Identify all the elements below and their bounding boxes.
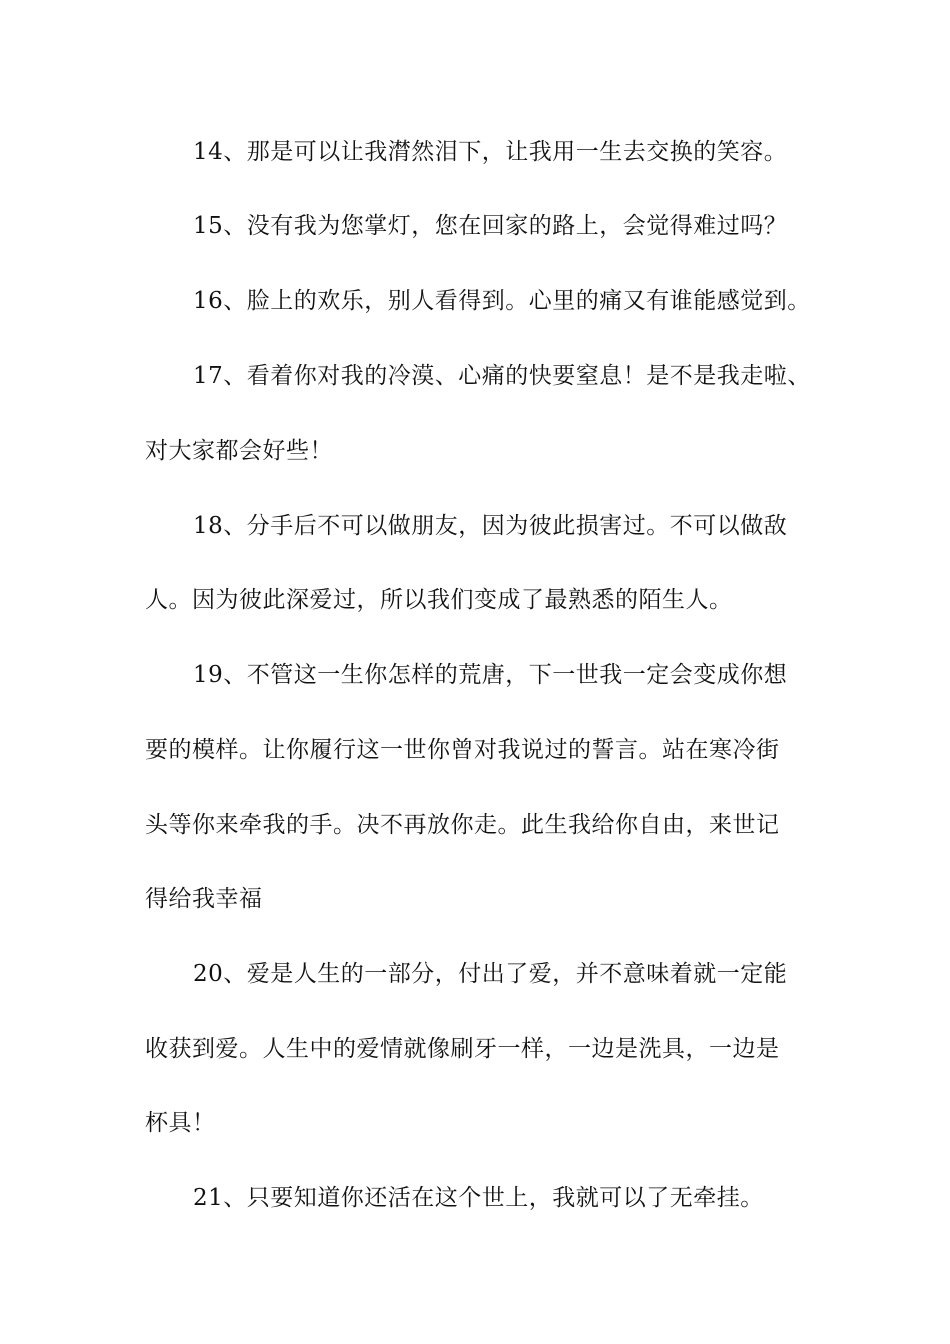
paragraph-21-line-1: 21、只要知道你还活在这个世上，我就可以了无牵挂。: [193, 1185, 764, 1211]
paragraph-17-line-2: 对大家都会好些！: [145, 438, 333, 464]
paragraph-19-line-1: 19、不管这一生你怎样的荒唐，下一世我一定会变成你想: [193, 662, 788, 688]
paragraph-15-line-1: 15、没有我为您掌灯，您在回家的路上，会觉得难过吗？: [193, 213, 788, 239]
paragraph-16-line-1: 16、脸上的欢乐，别人看得到。心里的痛又有谁能感觉到。: [193, 288, 811, 314]
paragraph-19-line-3: 头等你来牵我的手。决不再放你走。此生我给你自由，来世记: [145, 812, 780, 838]
paragraph-14-line-1: 14、那是可以让我潸然泪下，让我用一生去交换的笑容。: [193, 139, 788, 165]
paragraph-20-line-2: 收获到爱。人生中的爱情就像刷牙一样，一边是洗具，一边是: [145, 1036, 780, 1062]
paragraph-19-line-4: 得给我幸福: [145, 886, 263, 912]
paragraph-19-line-2: 要的模样。让你履行这一世你曾对我说过的誓言。站在寒冷街: [145, 737, 780, 763]
paragraph-20-line-1: 20、爱是人生的一部分，付出了爱，并不意味着就一定能: [193, 961, 788, 987]
paragraph-20-line-3: 杯具！: [145, 1110, 216, 1136]
paragraph-18-line-2: 人。因为彼此深爱过，所以我们变成了最熟悉的陌生人。: [145, 587, 733, 613]
paragraph-18-line-1: 18、分手后不可以做朋友，因为彼此损害过。不可以做敌: [193, 513, 788, 539]
paragraph-17-line-1: 17、看着你对我的冷漠、心痛的快要窒息！是不是我走啦、: [193, 363, 811, 389]
